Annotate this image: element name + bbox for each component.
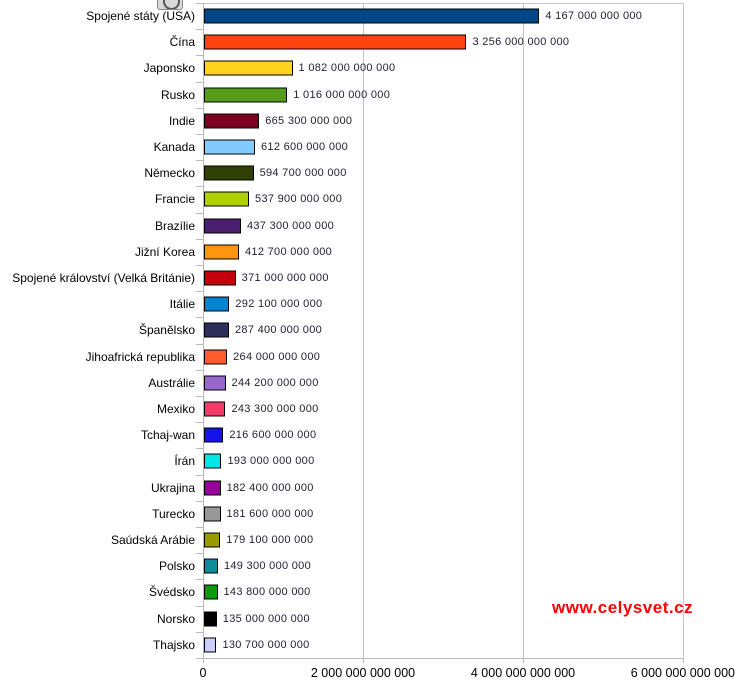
- chart-row: [0, 55, 740, 81]
- watermark-link[interactable]: www.celysvet.cz: [552, 598, 694, 617]
- value-label: 665 300 000 000: [265, 114, 353, 127]
- category-label: Německo: [144, 166, 195, 181]
- value-label: 594 700 000 000: [259, 167, 347, 180]
- bar: [204, 113, 259, 128]
- chart-row: [0, 265, 740, 291]
- bar: [204, 637, 216, 652]
- value-label: 216 600 000 000: [229, 429, 317, 442]
- chart-row: [0, 82, 740, 108]
- category-label: Thajsko: [152, 637, 195, 652]
- category-label: Japonsko: [143, 61, 195, 76]
- chart-row: [0, 3, 740, 29]
- chart-row: [0, 186, 740, 212]
- category-label: Turecko: [152, 506, 195, 521]
- chart-row: [0, 239, 740, 265]
- category-tick: [196, 29, 203, 30]
- category-tick: [196, 422, 203, 423]
- value-label: 179 100 000 000: [226, 534, 314, 547]
- category-label: Tchaj-wan: [140, 428, 195, 443]
- category-tick: [196, 501, 203, 502]
- category-tick: [196, 3, 203, 4]
- bar: [204, 244, 239, 259]
- bar: [204, 585, 218, 600]
- category-tick: [196, 55, 203, 56]
- chart-row: [0, 291, 740, 317]
- x-axis-line: [196, 658, 683, 659]
- category-tick: [196, 396, 203, 397]
- chart-row: [0, 475, 740, 501]
- category-label: Čína: [169, 35, 195, 50]
- value-label: 287 400 000 000: [234, 324, 323, 337]
- category-label: Norsko: [156, 611, 195, 626]
- value-label: 1 016 000 000 000: [293, 88, 391, 101]
- bar: [204, 323, 229, 338]
- bar: [204, 428, 223, 443]
- category-tick: [196, 317, 203, 318]
- bar: [204, 375, 226, 390]
- category-tick: [196, 553, 203, 554]
- category-label: Rusko: [160, 87, 195, 102]
- bar: [204, 402, 225, 417]
- bar: [204, 349, 227, 364]
- chart-row: [0, 501, 740, 527]
- category-label: Itálie: [169, 297, 195, 312]
- value-label: 149 300 000 000: [223, 560, 312, 573]
- chart-row: [0, 553, 740, 579]
- category-label: Spojené království (Velká Británie): [12, 271, 195, 286]
- bar: [204, 192, 249, 207]
- bar: [204, 87, 287, 102]
- bar: [204, 297, 229, 312]
- category-label: Španělsko: [138, 323, 195, 338]
- chart-row: [0, 108, 740, 134]
- category-tick: [196, 658, 203, 659]
- value-label: 243 300 000 000: [231, 403, 319, 416]
- x-axis-tick: [683, 658, 684, 663]
- category-tick: [196, 291, 203, 292]
- bar: [204, 559, 218, 574]
- category-tick: [196, 186, 203, 187]
- x-tick-label: 0: [199, 666, 207, 680]
- value-label: 3 256 000 000 000: [472, 36, 570, 49]
- value-label: 244 200 000 000: [231, 376, 319, 389]
- category-tick: [196, 265, 203, 266]
- chart-row: [0, 396, 740, 422]
- category-tick: [196, 134, 203, 135]
- category-label: Saúdská Arábie: [110, 533, 195, 548]
- bar: [204, 166, 254, 181]
- category-tick: [196, 475, 203, 476]
- value-label: 412 700 000 000: [245, 245, 333, 258]
- category-tick: [196, 213, 203, 214]
- value-label: 193 000 000 000: [227, 455, 315, 468]
- category-label: Ukrajina: [150, 480, 195, 495]
- category-label: Austrálie: [148, 375, 195, 390]
- chart-row: [0, 422, 740, 448]
- value-label: 292 100 000 000: [235, 298, 323, 311]
- category-tick: [196, 606, 203, 607]
- chart-row: [0, 632, 740, 658]
- category-label: Kanada: [153, 140, 195, 155]
- bar: [204, 35, 466, 50]
- category-tick: [196, 108, 203, 109]
- chart-row: [0, 160, 740, 186]
- x-tick-label: 4 000 000 000 000: [470, 666, 576, 680]
- value-label: 371 000 000 000: [241, 272, 329, 285]
- category-label: Polsko: [158, 559, 195, 574]
- bar: [204, 218, 241, 233]
- x-tick-label: 2 000 000 000 000: [310, 666, 416, 680]
- bar: [204, 271, 236, 286]
- value-label: 437 300 000 000: [246, 219, 335, 232]
- chart-row: [0, 213, 740, 239]
- value-label: 182 400 000 000: [226, 481, 314, 494]
- chart-row: [0, 134, 740, 160]
- category-label: Írán: [174, 454, 195, 469]
- category-label: Spojené státy (USA): [86, 9, 195, 24]
- chart-row: [0, 527, 740, 553]
- category-tick: [196, 632, 203, 633]
- category-tick: [196, 370, 203, 371]
- chart-row: [0, 29, 740, 55]
- x-axis-tick: [523, 658, 524, 663]
- value-label: 130 700 000 000: [222, 638, 310, 651]
- value-label: 181 600 000 000: [226, 507, 314, 520]
- chart-row: [0, 370, 740, 396]
- chart-row: [0, 344, 740, 370]
- value-label: 135 000 000 000: [222, 612, 310, 625]
- category-axis-line: [203, 3, 204, 658]
- chart-row: [0, 317, 740, 343]
- value-label: 4 167 000 000 000: [545, 10, 643, 23]
- category-tick: [196, 344, 203, 345]
- value-label: 1 082 000 000 000: [298, 62, 396, 75]
- bar: [204, 454, 221, 469]
- category-tick: [196, 579, 203, 580]
- bar: [204, 611, 217, 626]
- value-label: 537 900 000 000: [255, 193, 343, 206]
- category-tick: [196, 448, 203, 449]
- category-tick: [196, 82, 203, 83]
- bar: [204, 506, 221, 521]
- x-tick-label: 6 000 000 000 000: [630, 666, 735, 680]
- x-axis-tick: [363, 658, 364, 663]
- bar: [204, 9, 539, 24]
- x-axis-tick: [203, 658, 204, 663]
- category-label: Brazílie: [154, 218, 195, 233]
- value-label: 143 800 000 000: [223, 586, 311, 599]
- category-tick: [196, 527, 203, 528]
- category-label: Mexiko: [156, 402, 195, 417]
- bar: [204, 140, 255, 155]
- bar: [204, 480, 221, 495]
- category-label: Francie: [154, 192, 195, 207]
- category-label: Švédsko: [148, 585, 195, 600]
- category-label: Jihoafrická republika: [85, 349, 195, 364]
- category-label: Indie: [168, 113, 195, 128]
- chart-row: [0, 448, 740, 474]
- value-label: 612 600 000 000: [261, 141, 349, 154]
- value-label: 264 000 000 000: [233, 350, 321, 363]
- category-label: Jižní Korea: [134, 244, 195, 259]
- category-tick: [196, 239, 203, 240]
- bar: [204, 61, 293, 76]
- bar: [204, 533, 220, 548]
- category-tick: [196, 160, 203, 161]
